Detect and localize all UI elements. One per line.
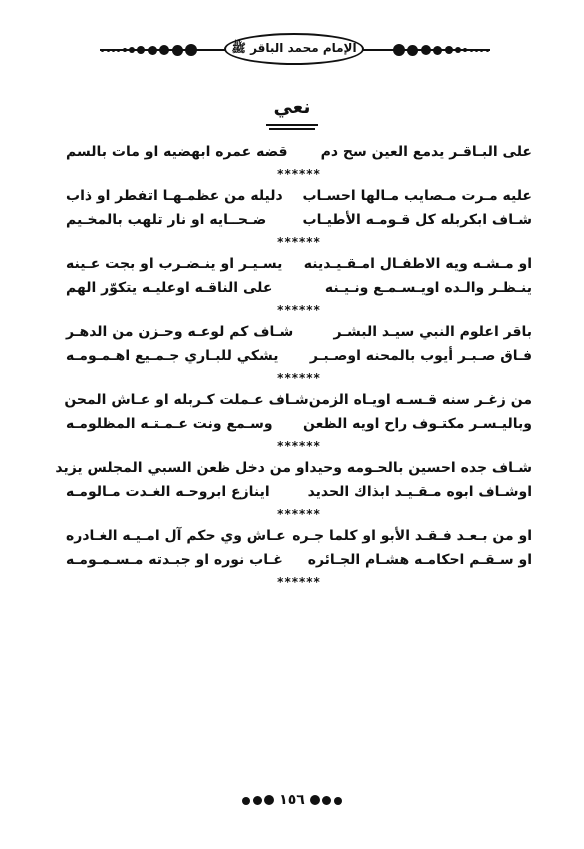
verse-second-hemistich: وسـمع ونت عـمـتـه المظلومـه (66, 416, 273, 432)
stanza (66, 184, 532, 252)
verse-first-hemistich: فـاق صـبـر أيوب بالمحنه اوصـبـر (309, 348, 532, 364)
decorative-dot (334, 797, 342, 805)
verse-line (66, 252, 532, 276)
stanza-separator: ****** (277, 507, 321, 521)
stanza-separator: ****** (277, 167, 321, 181)
verse-line (66, 548, 532, 572)
verse-line (66, 524, 532, 548)
stanza-separator: ****** (277, 235, 321, 249)
verse-second-hemistich: شـاف عـملت كـربله او عـاش المحن (64, 392, 309, 408)
section-title-underline (266, 124, 318, 126)
decorative-dot (129, 47, 135, 53)
verse-line (66, 344, 532, 368)
verse-line (66, 412, 532, 436)
verse-second-hemistich: دليله من عظمـهـا اتفطر او ذاب (66, 188, 283, 204)
decorative-dot (148, 46, 157, 55)
verse-line (66, 140, 532, 164)
header-title-badge (224, 33, 364, 65)
verse-first-hemistich: اوشـاف ابوه مـقـيـد ابذاك الحديد (307, 484, 532, 500)
verse-second-hemistich: او من دخل ظعن السبي المجلس يزيد (55, 460, 310, 476)
verse-line (66, 276, 532, 300)
verse-second-hemistich: عـاش وي حكم آل امـيـه الغـادره (66, 528, 286, 544)
stanza (66, 388, 532, 456)
decorative-dot (470, 49, 473, 52)
decorative-dot (475, 49, 478, 52)
stanza-separator: ****** (277, 371, 321, 385)
verse-first-hemistich: او من بـعـد فـقـد الأبو او كلما جـره (292, 528, 532, 544)
stanza (55, 456, 532, 524)
decorative-dot (455, 47, 461, 53)
decorative-dot (253, 796, 262, 805)
verse-first-hemistich: من زغـر سنه قـسـه اويـاه الزمن (308, 392, 532, 408)
decorative-dot (242, 797, 250, 805)
verse-second-hemistich: يشكي للبـاري جـمـيع اهـمـومـه (66, 348, 279, 364)
decorative-dot (445, 46, 453, 54)
verse-second-hemistich: اينازع ابروحـه الغـدت مـالومـه (66, 484, 270, 500)
decorative-dot (393, 44, 405, 56)
decorative-dot (310, 795, 320, 805)
verse-first-hemistich: او سـقـم احكامـه هشـام الجـائره (307, 552, 532, 568)
section-title-underline-second (269, 128, 315, 130)
decorative-dot (185, 44, 197, 56)
verse-line (66, 320, 532, 344)
decorative-dot (433, 46, 442, 55)
section-title: نعي (273, 96, 311, 118)
stanza (66, 252, 532, 320)
verse-second-hemistich: على الناقـه اوعليـه يتكوّر الهم (66, 280, 273, 296)
verse-second-hemistich: غـاب نوره او جبـدته مـسـمـومـه (66, 552, 283, 568)
verse-first-hemistich: وباليـسـر مكتـوف راح اويه الظعن (303, 416, 532, 432)
verse-first-hemistich: شـاف ابكربله كل قـومـه الأطيـاب (302, 212, 532, 228)
verse-second-hemistich: شـاف كم لوعـه وحـزن من الدهـر (66, 324, 294, 340)
decorative-dot (159, 45, 169, 55)
decorative-dot (421, 45, 431, 55)
verse-line (66, 480, 532, 504)
verse-first-hemistich: باقر اعلوم النبي سيـد البشـر (333, 324, 532, 340)
decorative-dot (486, 49, 489, 52)
poem (55, 140, 532, 592)
footer-dots-right (309, 790, 343, 809)
decorative-dot (117, 49, 120, 52)
decorative-dot (107, 49, 110, 52)
header-dots-left (100, 36, 225, 64)
verse-line (66, 184, 532, 208)
decorative-dot (322, 796, 331, 805)
decorative-dot (407, 45, 418, 56)
footer-dots-left (241, 790, 275, 809)
verse-second-hemistich: قضه عمره ابهضيه او مات بالسم (66, 144, 288, 160)
decorative-dot (123, 48, 127, 52)
decorative-dot (112, 49, 115, 52)
stanza (66, 320, 532, 388)
decorative-dot (101, 49, 104, 52)
verse-first-hemistich: عليه مـرت مـصايب مـالها احسـاب (302, 188, 532, 204)
verse-line (55, 456, 532, 480)
verse-first-hemistich: على البـاقـر يدمع العين سح دم (320, 144, 532, 160)
stanza-separator: ****** (277, 575, 321, 589)
verse-first-hemistich: شـاف جده احسين بالحـومه وحيد (309, 460, 532, 476)
stanza (66, 524, 532, 592)
decorative-dot (463, 48, 467, 52)
stanza-separator: ****** (277, 303, 321, 317)
header-dots-right (362, 36, 490, 64)
decorative-dot (264, 795, 274, 805)
decorative-dot (172, 45, 183, 56)
verse-first-hemistich: او مـشـه ويه الاطفـال امـقـيـدينه (303, 256, 532, 272)
decorative-dot (137, 46, 145, 54)
header-title: الإمام محمد الباقر ﷺ (231, 40, 357, 55)
verse-line (66, 208, 532, 232)
page-footer (0, 790, 584, 809)
decorative-dot (480, 49, 483, 52)
verse-second-hemistich: ضـحــايه او نار تلهب بالمخـيم (66, 212, 267, 228)
verse-line (66, 388, 532, 412)
stanza (66, 140, 532, 184)
verse-second-hemistich: يسـيـر او ينـضـرب او بجت عـينه (66, 256, 283, 272)
page-number: ١٥٦ (279, 791, 305, 808)
stanza-separator: ****** (277, 439, 321, 453)
verse-first-hemistich: ينـظـر والـده اويـسـمـع ونـيـنه (324, 280, 532, 296)
